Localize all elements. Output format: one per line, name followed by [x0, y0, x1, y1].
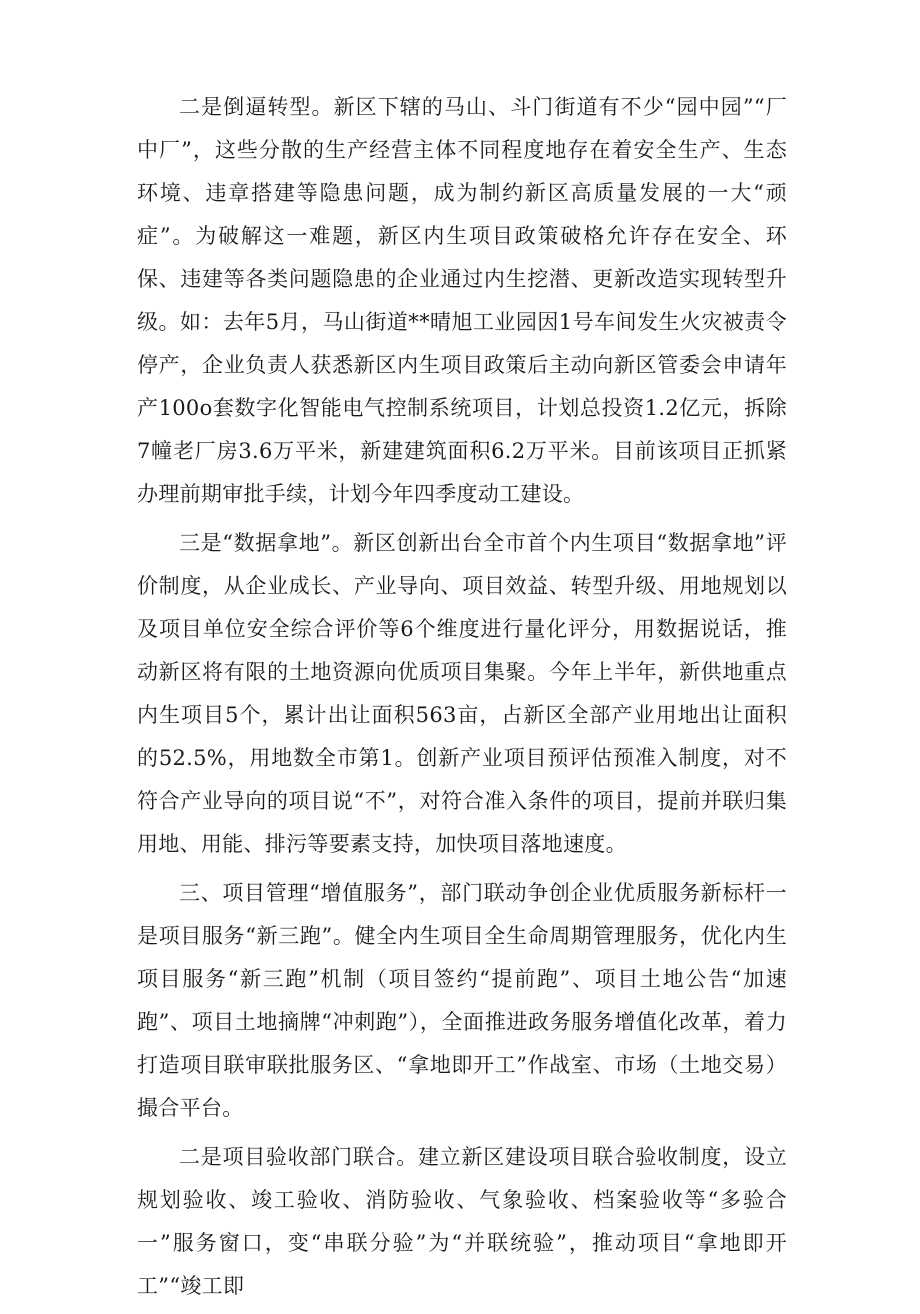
paragraph-transformation: 二是倒逼转型。新区下辖的马山、斗门街道有不少“园中园”“厂中厂”，这些分散的生产经营主体不同程度地存在着安全生产、生态环境、违章搭建等隐患问题，成为制约新区高质量发展的一大“顽症”。为破解这一难题，新区内生项目政策破格允许存在安全、环保、违建等各类问题隐患的企业通过内生挖潜、更新改造实现转型升级。如：去年5月，马山街道**晴旭工业园因1号车间发生火灾被责令停产，企业负责人获悉新区内生项目政策后主动向新区管委会申请年产100o套数字化智能电气控制系统项目，计划总投资1.2亿元，拆除7幢老厂房3.6万平米，新建建筑面积6.2万平米。目前该项目正抓紧办理前期审批手续，计划今年四季度动工建设。 [137, 95, 787, 506]
document-body [137, 86, 787, 1314]
paragraph-project-service: 三、项目管理“增值服务”，部门联动争创企业优质服务新标杆一是项目服务“新三跑”。健全内生项目全生命周期管理服务，优化内生项目服务“新三跑”机制（项目签约“提前跑”、项目土地公告“加速跑”、项目土地摘牌“冲刺跑”），全面推进政务服务增值化改革，着力打造项目联审联批服务区、“拿地即开工”作战室、市场（土地交易）撮合平台。 [137, 881, 787, 1120]
paragraph-joint-acceptance: 二是项目验收部门联合。建立新区建设项目联合验收制度，设立规划验收、竣工验收、消防验收、气象验收、档案验收等“多验合一”服务窗口，变“串联分验”为“并联统验”，推动项目“拿地即开工”“竣工即 [137, 1145, 787, 1298]
paragraph-data-land: 三是“数据拿地”。新区创新出台全市首个内生项目“数据拿地”评价制度，从企业成长、产业导向、项目效益、转型升级、用地规划以及项目单位安全综合评价等6个维度进行量化评分，用数据说话，推动新区将有限的土地资源向优质项目集聚。今年上半年，新供地重点内生项目5个，累计出让面积563亩，占新区全部产业用地出让面积的52.5%，用地数全市第1。创新产业项目预评估预准入制度，对不符合产业导向的项目说“不”，对符合准入条件的项目，提前并联归集用地、用能、排污等要素支持，加快项目落地速度。 [137, 531, 787, 856]
